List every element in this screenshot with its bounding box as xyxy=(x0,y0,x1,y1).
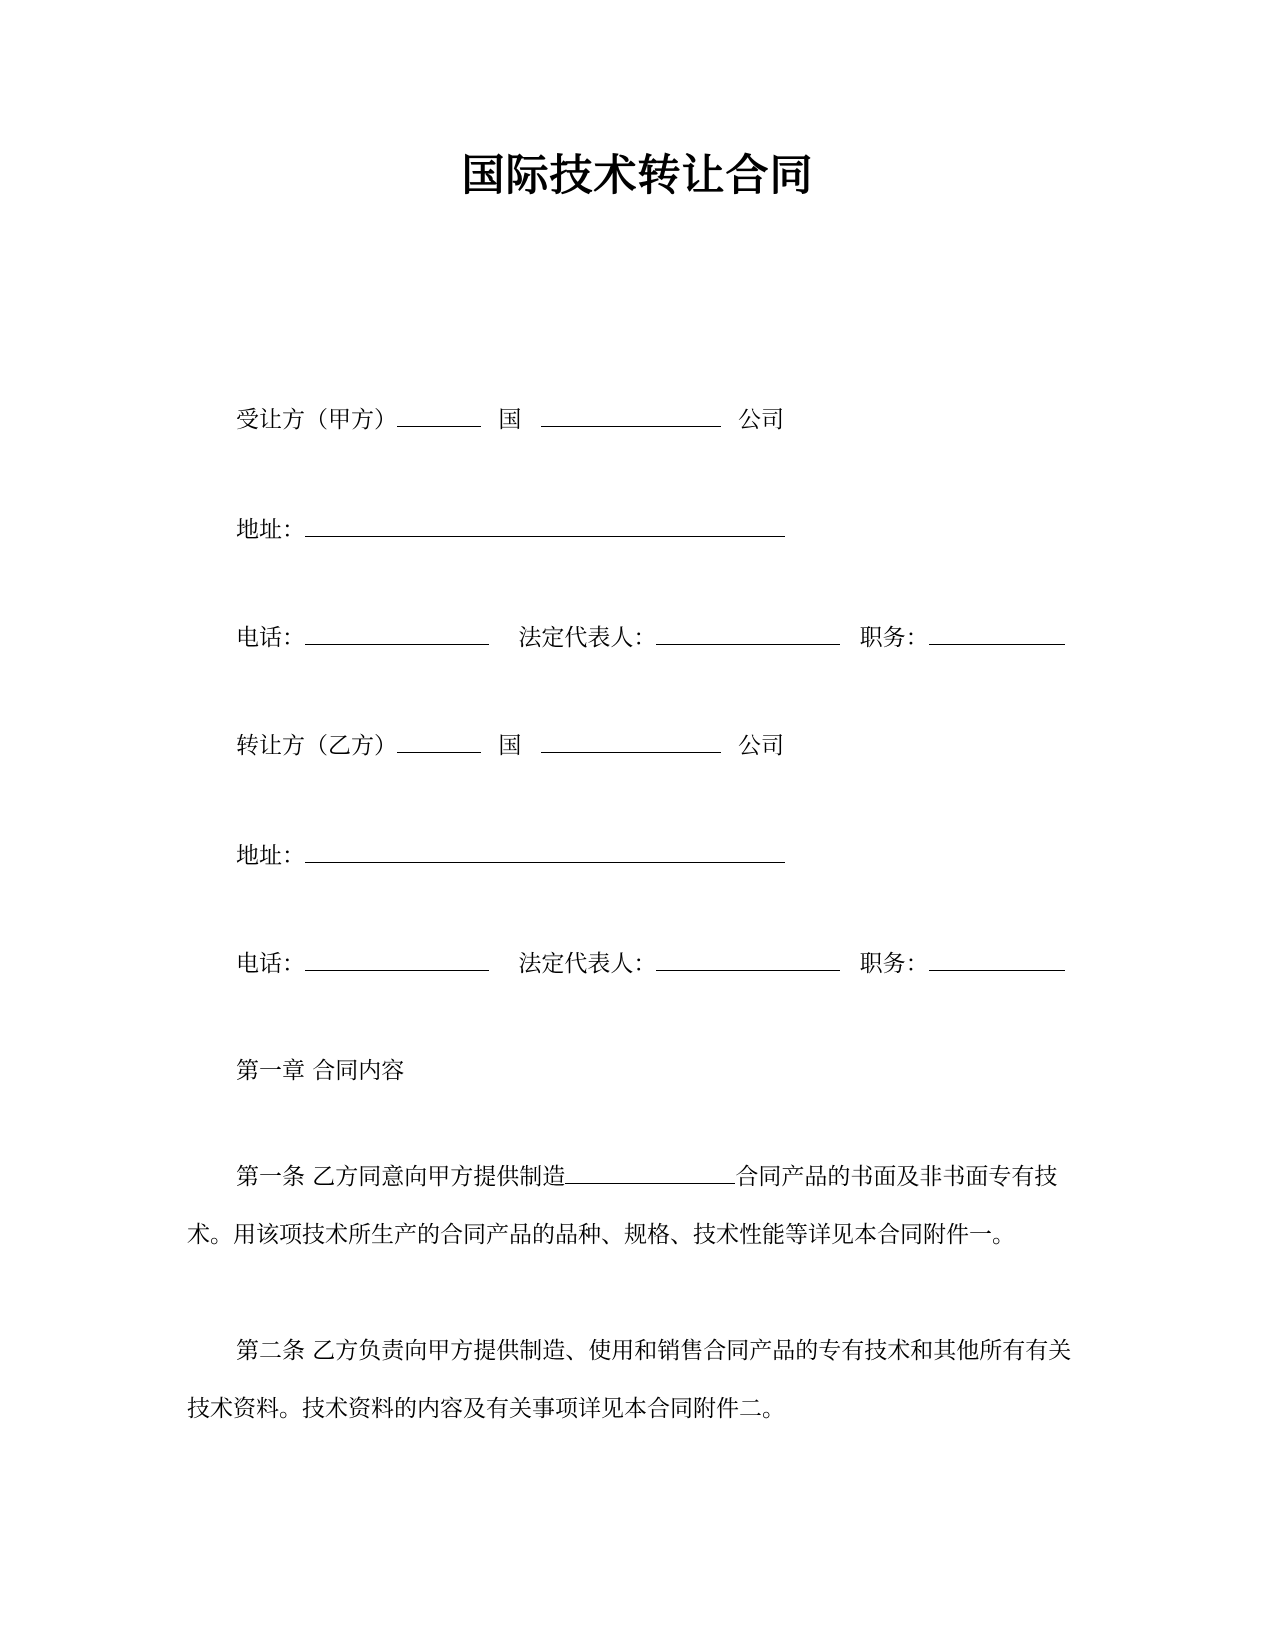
party-b-company-blank[interactable] xyxy=(541,728,721,753)
party-b-line xyxy=(236,728,784,763)
party-b-position-label: 职务： xyxy=(859,951,929,977)
party-b-phone-label: 电话： xyxy=(236,951,305,977)
party-b-rep-blank[interactable] xyxy=(656,946,840,971)
chapter-heading: 第一章 合同内容 xyxy=(236,1058,405,1084)
party-a-country-blank[interactable] xyxy=(397,402,481,427)
party-a-phone-label: 电话： xyxy=(236,625,305,651)
party-b-label: 转让方（乙方） xyxy=(236,733,397,759)
party-b-position-blank[interactable] xyxy=(929,946,1065,971)
party-a-line xyxy=(236,402,784,437)
party-b-country-suffix: 国 xyxy=(498,733,522,759)
article-1 xyxy=(187,1148,1087,1264)
party-b-company-suffix: 公司 xyxy=(737,733,784,759)
document-title: 国际技术转让合同 xyxy=(461,151,814,201)
party-b-contact-line xyxy=(236,946,1065,981)
party-a-address-line xyxy=(236,512,785,547)
party-a-country-suffix: 国 xyxy=(498,407,522,433)
article-1-prefix: 第一条 乙方同意向甲方提供制造 xyxy=(236,1164,566,1190)
party-a-address-label: 地址： xyxy=(236,517,305,543)
party-a-position-label: 职务： xyxy=(859,625,929,651)
party-a-rep-label: 法定代表人： xyxy=(518,625,657,651)
party-b-address-line xyxy=(236,838,785,873)
party-b-address-blank[interactable] xyxy=(305,838,785,863)
party-b-country-blank[interactable] xyxy=(397,728,481,753)
article-1-product-blank[interactable] xyxy=(565,1159,735,1184)
article-1-suffix: 合同产品的书面及非书面专有技术。用该项技术所生产的合同产品的品种、规格、技术性能等详见本合同附件一。 xyxy=(187,1164,1058,1248)
party-a-rep-blank[interactable] xyxy=(656,620,840,645)
article-2: 第二条 乙方负责向甲方提供制造、使用和销售合同产品的专有技术和其他所有有关技术资料。技术资料的内容及有关事项详见本合同附件二。 xyxy=(187,1338,1072,1422)
party-b-rep-label: 法定代表人： xyxy=(518,951,657,977)
party-a-label: 受让方（甲方） xyxy=(236,407,397,433)
party-a-company-blank[interactable] xyxy=(541,402,721,427)
party-a-position-blank[interactable] xyxy=(929,620,1065,645)
party-a-phone-blank[interactable] xyxy=(305,620,489,645)
party-b-phone-blank[interactable] xyxy=(305,946,489,971)
party-a-address-blank[interactable] xyxy=(305,512,785,537)
party-b-address-label: 地址： xyxy=(236,843,305,869)
party-a-company-suffix: 公司 xyxy=(737,407,784,433)
party-a-contact-line xyxy=(236,620,1065,655)
